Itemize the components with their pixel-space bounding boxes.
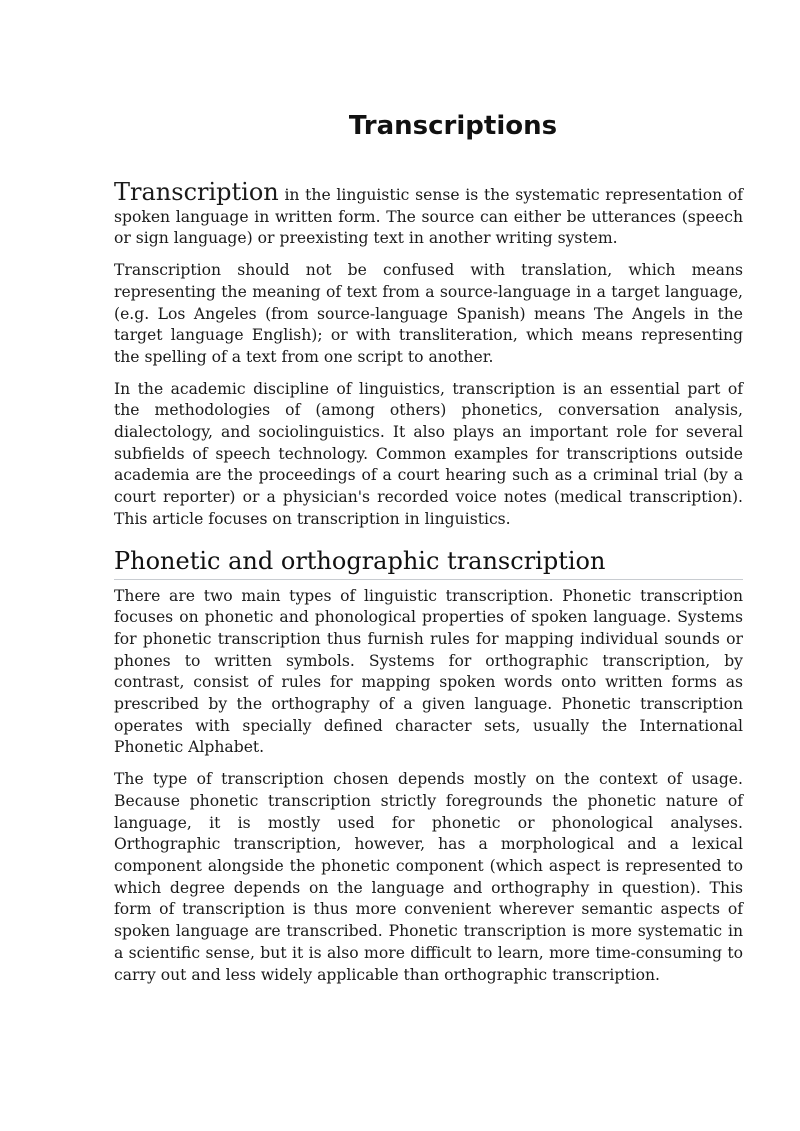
intro-paragraph-1: [114, 178, 743, 250]
document-body: [114, 178, 743, 996]
intro-paragraph-3: In the academic discipline of linguistics, transcription is an essential part of the methodologies of (among others) phonetics, conversation analysis, dialectology, and sociolinguistics. It also plays an important role for several subfields of speech technology. Common examples for transcriptions outside academia are the proceedings of a court hearing such as a criminal trial (by a court reporter) or a physician's recorded voice notes (medical transcription). This article focuses on transcription in linguistics.: [114, 379, 743, 528]
section-paragraph-1: There are two main types of linguistic transcription. Phonetic transcription focuses on phonetic and phonological properties of spoken language. Systems for phonetic transcription thus furnish rules for mapping individual sounds or phones to written symbols. Systems for orthographic transcription, by contrast, consist of rules for mapping spoken words onto written forms as prescribed by the orthography of a given language. Phonetic transcription operates with specially defined character sets, usually the International Phonetic Alphabet.: [114, 586, 743, 757]
section-heading: Phonetic and orthographic transcription: [114, 545, 743, 580]
intro-paragraph-2: Transcription should not be confused with translation, which means representing the meaning of text from a source-language in a target language, (e.g. Los Angeles (from source-language Spanish) means The Angels in the target language English); or with transliteration, which means representing the spelling of a text from one script to another.: [114, 261, 743, 366]
intro-paragraph-1-text: in the linguistic sense is the systematic representation of spoken language in written form. The source can either be utterances (speech or sign language) or preexisting text in another writing system.: [114, 186, 743, 248]
lead-word: Transcription: [114, 178, 279, 206]
document-title: Transcriptions: [348, 111, 558, 141]
section-paragraph-2: The type of transcription chosen depends mostly on the context of usage. Because phonetic transcription strictly foregrounds the phonetic nature of language, it is mostly used for phonetic or phonological analyses. Orthographic transcription, however, has a morphological and a lexical component alongside the phonetic component (which aspect is represented to which degree depends on the language and orthography in question). This form of transcription is thus more convenient wherever semantic aspects of spoken language are transcribed. Phonetic transcription is more systematic in a scientific sense, but it is also more difficult to learn, more time-consuming to carry out and less widely applicable than orthographic transcription.: [114, 770, 743, 984]
